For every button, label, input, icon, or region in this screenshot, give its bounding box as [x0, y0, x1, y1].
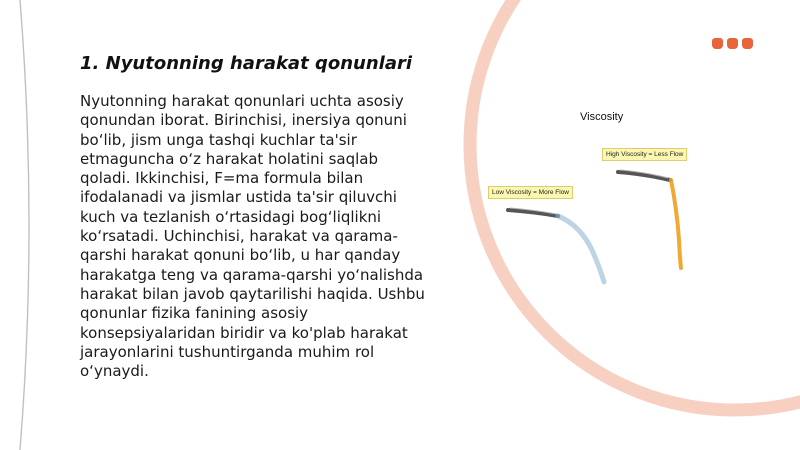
low-viscosity-fluid [558, 216, 604, 282]
low-viscosity-label: Low Viscosity = More Flow [488, 186, 573, 199]
left-edge-curve [20, 0, 29, 450]
slide-title: 1. Nyutonning harakat qonunlari [80, 53, 413, 74]
slide-body-text: Nyutonning harakat qonunlari uchta asosiy qonundan iborat. Birinchisi, inersiya qonuni bo‘lib, jism unga tashqi kuchlar ta'sir etmaguncha o‘z harakat holatini saqlab qoladi. Ikkinchisi, F=ma formula bilan ifodalanadi va jismlar ustida ta'sir qiluvchi kuch va tezlanish o‘rtasidagi bog‘liqlikni ko‘rsatadi. Uchinchisi, harakat va qarama-qarshi harakat qonuni bo‘lib, u har qanday harakatga teng va qarama-qarshi yo‘nalishda harakat bilan javob qaytarilishi haqida. Ushbu qonunlar fizika fanining asosiy konsepsiyalaridan biridir va ko'plab harakat jarayonlarini tushuntirganda muhim rol o‘ynaydi. [80, 92, 425, 381]
dot-icon [712, 38, 723, 49]
dot-icon [727, 38, 738, 49]
high-viscosity-fluid [671, 180, 681, 268]
high-viscosity-label: High Viscosity = Less Flow [602, 148, 687, 161]
figure-title: Viscosity [580, 111, 624, 123]
viscosity-illustration [470, 100, 710, 290]
three-dots-icon [712, 38, 753, 49]
dot-icon [742, 38, 753, 49]
